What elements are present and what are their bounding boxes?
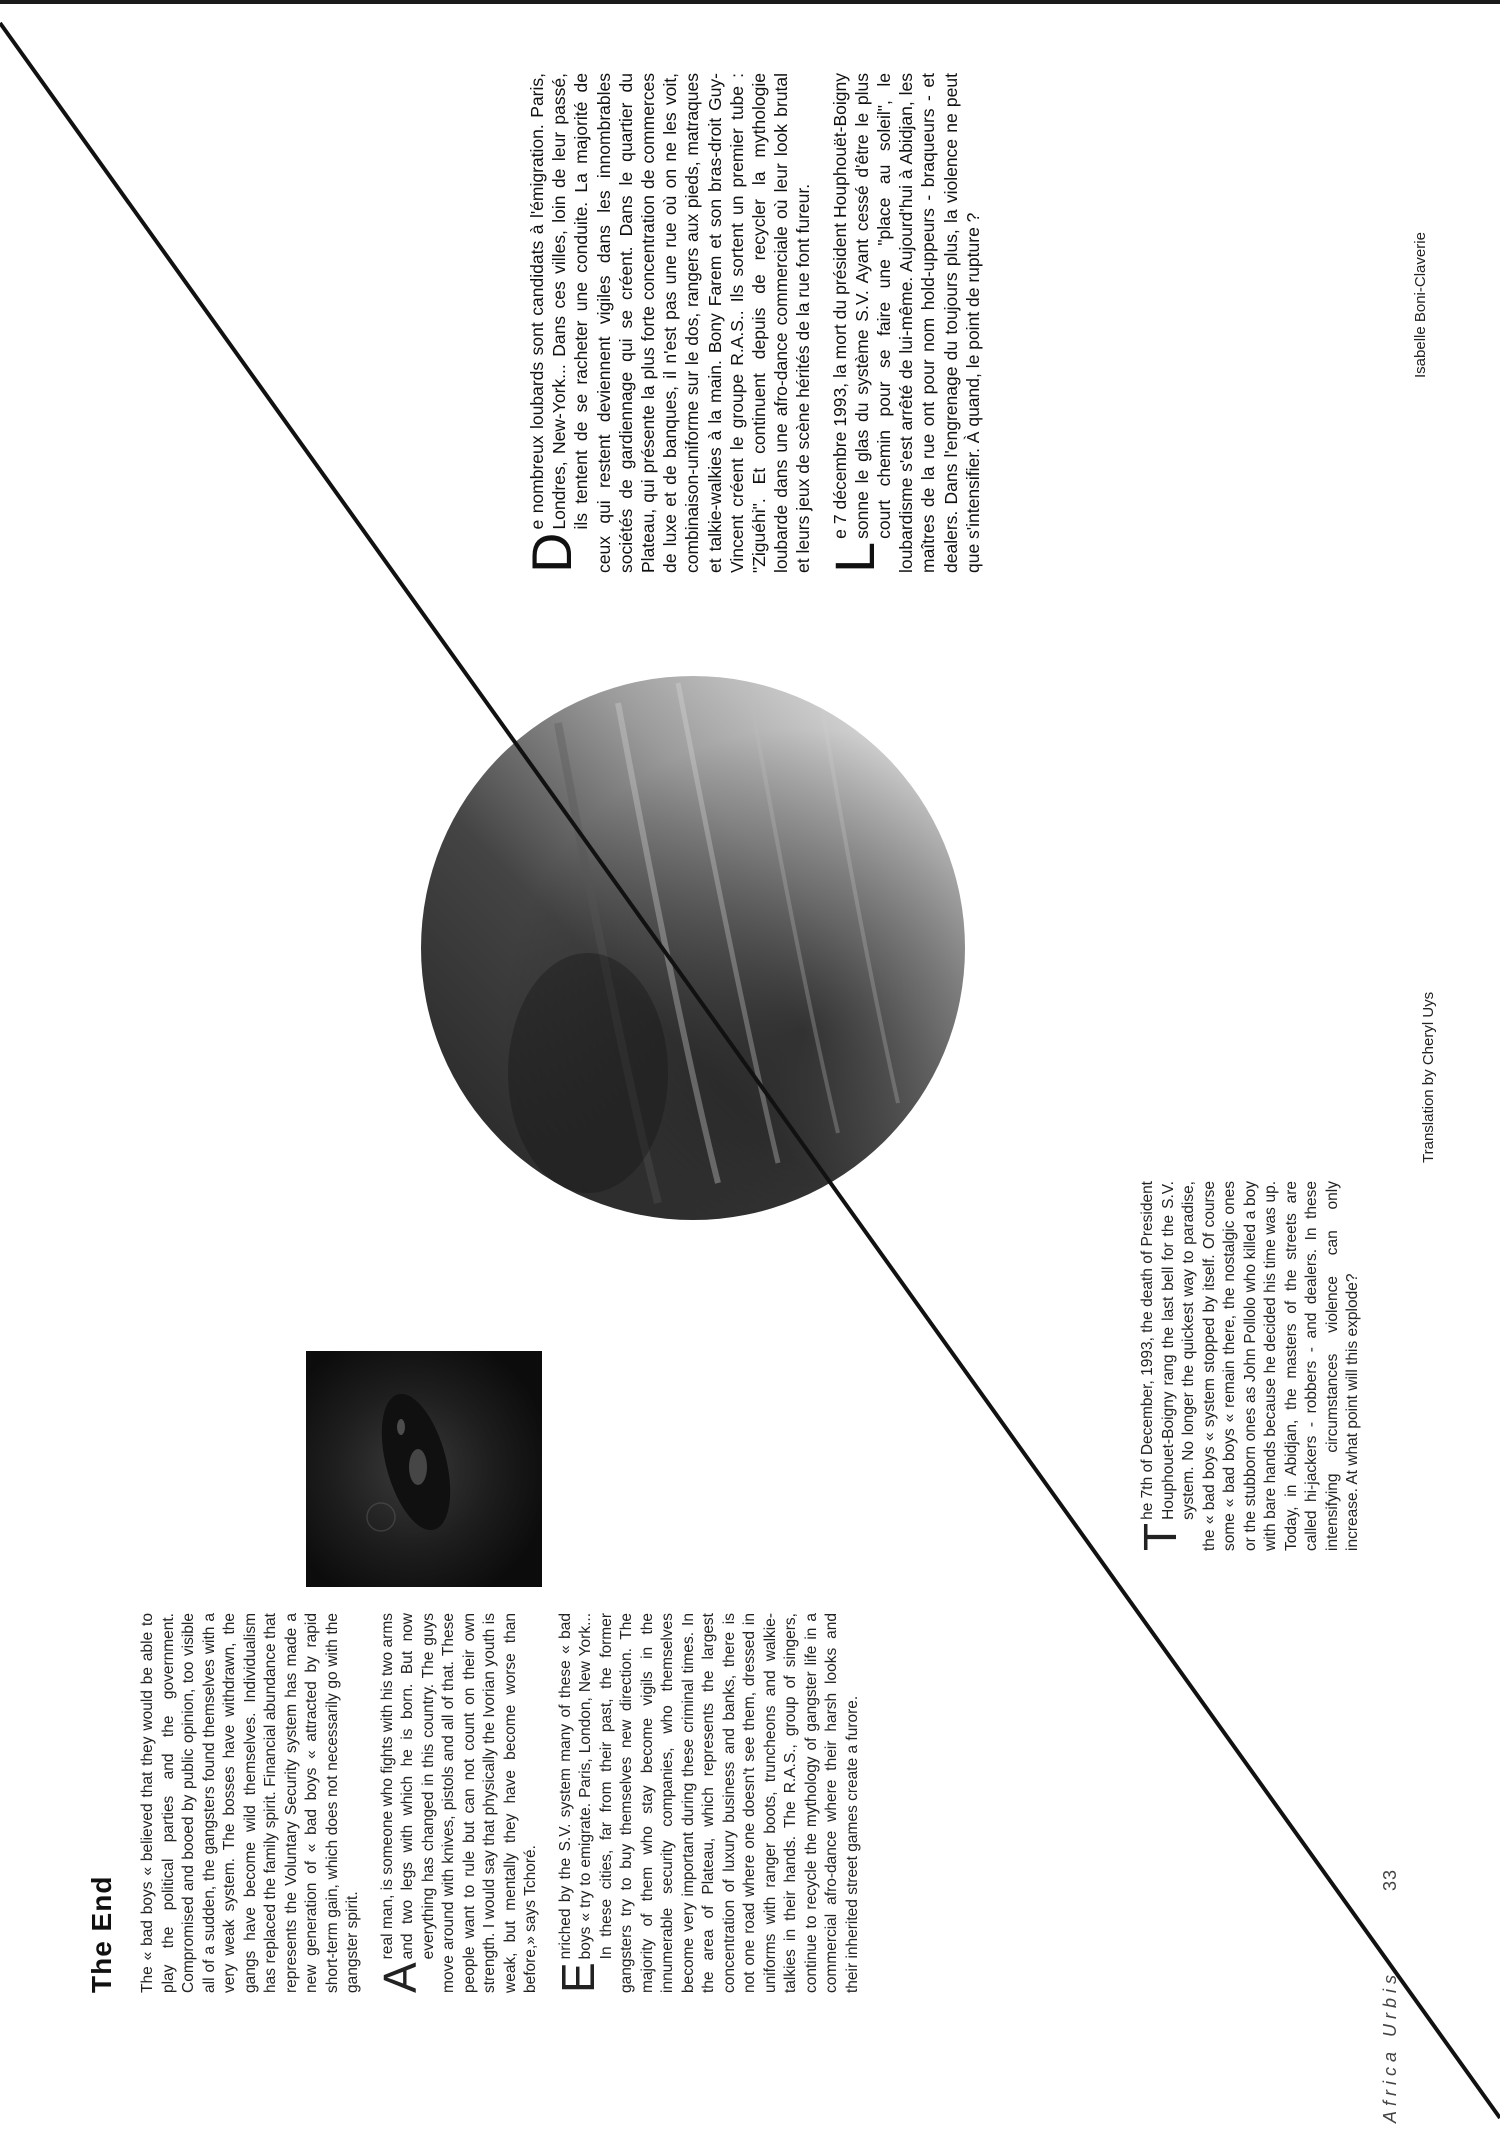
- drop-cap: A: [373, 1962, 426, 1993]
- english-paragraph-2: A real man, is someone who fights with his two arms and two legs with which he is born. But now everything has changed in this country. The guys move around with knives, pistols and all of that. These people want to rule but can not count on their own strength. I would say that physically the Ivorian youth is weak, but mentally they have become worse than before,» says Tchoré.: [373, 1613, 539, 1993]
- page-number: 33: [1380, 1868, 1400, 1891]
- publication-name: Africa Urbis: [1380, 1969, 1400, 2123]
- english-paragraph-4: T he 7th of December, 1993, the death of President Houphouet-Boigny rang the last bell for the S.V. system. No longer the quickest way to paradise, the « bad boys « system stopped by itself. Of course some « bad boys « remain there, the nostalgic ones or the stubborn ones as John Pollolo who killed a boy with bare hands because he decided his time was up. Today, in Abidjan, the masters of the streets are called hi-jackers - robbers - and dealers. In these intensifying circumstances violence can only increase. At what point will this explode?: [1134, 1181, 1361, 1551]
- drop-cap: L: [822, 541, 886, 573]
- english-paragraph-1: The « bad boys « believed that they would be able to play the political parties and the government. Compromised and booed by public opinion, too visible all of a sudden, the gangsters found themselves with a very weak system. The bosses have withdrawn, the gangs have become wild themselves. Individualism has replaced the family spirit. Financial abundance that represents the Voluntary Security system has made a new generation of « bad boys « attracted by rapid short-term gain, which does not necessarily go with the gangster spirit.: [139, 1613, 361, 1993]
- author-credit: Isabelle Boni-Claverie: [1412, 232, 1429, 378]
- french-paragraph-2: L e 7 décembre 1993, la mort du président Houphouët-Boigny sonne le glas du système S.V. Ayant cessé d'être le plus court chemin pour se faire une "place au soleil", le loubardisme s'est arrêté de lui-même. Aujourd'hui à Abidjan, les maîtres de la rue ont pour nom hold-uppeurs - braqueurs - et dealers. Dans l'engrenage du toujours plus, la violence ne peut que s'intensifier. À quand, le point de rupture ?: [822, 73, 983, 573]
- translation-credit: Translation by Cheryl Uys: [1420, 991, 1437, 1163]
- english-paragraph-3: E nriched by the S.V. system many of these « bad boys « try to emigrate. Paris, London, New York... In these cities, far from their past, the former gangsters try to buy themselves new direction. The majority of them who stay become vigils in the innumerable security companies, who themselves become very important during these criminal times. In the area of Plateau, which represents the largest concentration of luxury business and banks, there is not one road where one doesn't see them, dressed in uniforms with ranger boots, truncheons and walkie-talkies in their hands. The R.A.S., group of singers, continue to recycle the mythology of gangster life in a commercial afro-dance where their harsh looks and their inherited street games create a furore.: [551, 1613, 861, 1993]
- article-title: The End: [86, 1875, 117, 1993]
- drop-cap: E: [551, 1962, 604, 1993]
- drop-cap: D: [520, 532, 583, 573]
- drop-cap: T: [1134, 1522, 1186, 1551]
- french-paragraph-1: D e nombreux loubards sont candidats à l'émigration. Paris, Londres, New-York... Dans ces villes, loin de leur passé, ils tentent de se racheter une conduite. La majorité de ceux qui restent deviennent vigiles dans les innombrables sociétés de gardiennage qui se créent. Dans le quartier du Plateau, qui présente la plus forte concentration de commerces de luxe et de banques, il n'est pas une rue où on ne les voit, combinaison-uniforme sur le dos, rangers aux pieds, matraques et talkie-walkies à la main. Bony Farem et son bras-droit Guy-Vincent créent le groupe R.A.S.. Ils sortent un premier tube : "Ziguéhi". Et continuent depuis de recycler la mythologie loubarde dans une afro-dance commerciale où leur look brutal et leurs jeux de scène hérités de la rue font fureur.: [520, 73, 814, 573]
